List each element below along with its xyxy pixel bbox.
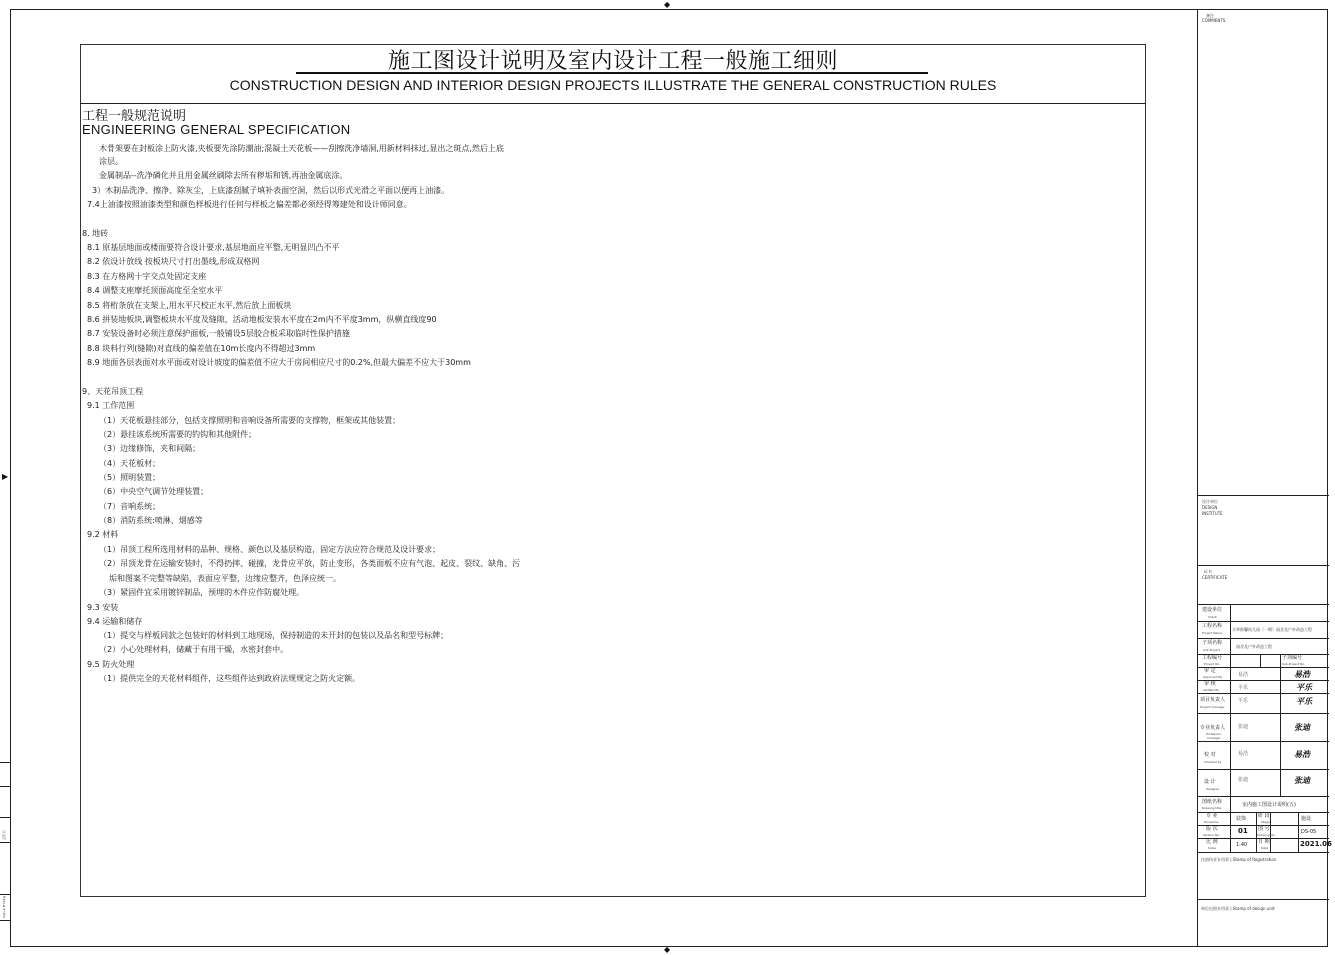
body-line: 8.4 调整支座摩托顶面高度至全室水平	[87, 286, 223, 295]
stage-label-en: Stage	[1261, 820, 1270, 824]
date-label-cn: 日 期	[1258, 839, 1270, 845]
pm-label-cn: 项目负责人	[1200, 697, 1226, 703]
body-line: （5）照明装置；	[99, 473, 161, 482]
subproject-no-label-en: Sub-Project No.	[1282, 662, 1305, 666]
section-header-en: ENGINEERING GENERAL SPECIFICATION	[82, 122, 351, 137]
body-line: 涂层。	[99, 157, 123, 166]
checked-label-en: Checked by	[1204, 760, 1222, 764]
title-divider	[80, 103, 1146, 104]
discipline-value: 装饰	[1236, 816, 1247, 822]
profession-manager-label-en2: manager	[1207, 736, 1221, 740]
stage-label-cn: 阶 段	[1258, 813, 1270, 819]
verified-name: 平乐	[1238, 685, 1249, 691]
version-label-cn: 版 次	[1206, 826, 1218, 832]
body-line: 金属制品--洗净磷化并且用金属丝刷除去所有秽垢和锈,再油金属底涂。	[99, 171, 348, 180]
body-line: 垢和图案不完整等缺陷，表面应平整，边缘应整齐，色泽应统一。	[109, 574, 341, 583]
designer-label-en: Designer	[1206, 787, 1220, 791]
body-line: 8.5 将桁条放在支架上,用水平尺校正水平,然后放上面板块	[87, 301, 292, 310]
client-label-en: Client	[1208, 615, 1217, 619]
title-underline	[296, 72, 928, 74]
section-header-cn: 工程一般规范说明	[82, 109, 187, 124]
body-line: 8. 地砖	[82, 229, 109, 238]
designer-signature: 张迪	[1294, 775, 1310, 785]
scale-value: 1:40	[1236, 842, 1248, 848]
discipline-label-cn: 专 业	[1206, 813, 1218, 819]
design-unit-stamp-label-en: Stamp of design unit	[1232, 906, 1275, 911]
client-label-cn: 建设单位	[1202, 607, 1223, 613]
body-line: 9.1 工作范围	[87, 401, 135, 410]
design-unit-label-en1: DESIGN	[1202, 505, 1218, 510]
body-line: （7）音响系统；	[99, 502, 161, 511]
certificate-label-en: CERTIFICATE	[1202, 575, 1228, 580]
body-line: （3）边缘修饰，夹和间隔；	[99, 444, 201, 453]
scale-label-en: Scale	[1208, 846, 1217, 850]
body-line: （4）天花板材；	[99, 459, 161, 468]
body-line: 8.9 地面各层表面对水平面或对设计坡度的偏差值不应大于房间相应尺寸的0.2%,但最大偏差不应大于30mm	[87, 358, 471, 367]
scale-label-cn: 比 例	[1206, 839, 1218, 845]
checked-signature: 易浩	[1294, 749, 1310, 759]
drawing-no-value: DS-05	[1301, 829, 1317, 835]
approved-label-en: Approved By	[1203, 675, 1223, 679]
subproject-value: 园舍及户外改造工程	[1236, 644, 1272, 649]
approved-signature: 易浩	[1294, 669, 1310, 679]
registration-stamp-label: 注册执业专用章 | Stamp of Registration	[1201, 857, 1277, 862]
document-title-cn: 施工图设计说明及室内设计工程一般施工细则	[387, 49, 838, 74]
body-line: （2）小心处理材料，储藏于有用干燥，水密封套中。	[99, 645, 289, 654]
profession-manager-signature: 张迪	[1294, 722, 1310, 732]
body-line: 8.3 在方格网十字交点处固定支座	[87, 272, 207, 281]
discipline-label-en: Discipline	[1204, 820, 1219, 824]
body-line: 木骨架要在封板涂上防火漆,夹板要先涂防潮油;混凝土天花板——刮擦洗净墙洞,用新材料抹过,显出之斑点,然后上底	[99, 144, 504, 153]
registration-stamp-label-en: Stamp of Registration	[1232, 857, 1277, 862]
body-line: 8.6 拼装地板块,调整板块水平度及缝隙，活动地板安装水平度在2m内不平度3mm，纵横直线度90	[87, 315, 437, 324]
stage-value: 施设	[1301, 816, 1312, 822]
top-center-marker-icon: ◆	[664, 0, 671, 9]
checked-name: 易浩	[1238, 751, 1249, 757]
drawing-title-label-cn: 图纸名称	[1202, 799, 1223, 805]
body-line: 7.4上油漆按照油漆类型和颜色样板进行任何与样板之偏差都必须经得筹建处和设计师同意。	[87, 200, 412, 209]
body-line: （1）提交与样板同款之包装好的材料到工地现场，保持制造的未开封的包装以及品名和型号标牌；	[99, 631, 449, 640]
body-line: 9、天花吊顶工程	[82, 387, 144, 396]
body-line: （1）吊顶工程所选用材料的品种、规格、颜色以及基层构造，固定方法应符合规范及设计要求；	[99, 545, 441, 554]
left-center-marker-icon: ▶	[2, 472, 9, 481]
body-line: 8.7 安装设备时必须注意保护面板,一般铺设5层胶合板采取临时性保护措施	[87, 329, 350, 338]
title-block	[1197, 9, 1332, 947]
design-unit-stamp-label-cn: 单位出图专用章	[1201, 906, 1229, 911]
designer-label-cn: 设 计	[1204, 779, 1216, 785]
design-unit-label-en2: INSTITUTE	[1202, 511, 1223, 516]
designer-name: 张迪	[1238, 777, 1249, 783]
design-unit-stamp-label: 单位出图专用章 | Stamp of design unit	[1201, 906, 1275, 911]
drawing-title-label-en: Drawing title	[1202, 806, 1222, 810]
body-line: （2）吊顶龙骨在运输安装时，不得扔摔、碰撞，龙骨应平放，防止变形，各类面板不应有气泡、起皮、裂纹、缺角、污	[99, 559, 521, 568]
body-line: 8.1 原基层地面或楼面要符合设计要求,基层地面应平整,无明显凹凸不平	[87, 243, 340, 252]
pm-name: 平乐	[1238, 698, 1249, 704]
verified-label-en: Verified By	[1203, 688, 1220, 692]
body-line: 3）木制品洗净、擦净、除灰尘，上底漆刮腻子填补表面空洞，然后以形式光滑之平面以便再上油漆。	[92, 186, 450, 195]
drawing-no-label-en: Drawing No.	[1257, 833, 1276, 837]
binding-label-a: 会签 栏	[2, 830, 6, 840]
subproject-label-en: Sub-Project	[1203, 648, 1221, 652]
body-line: 9.4 运输和储存	[87, 617, 143, 626]
body-line: （1）天花板悬挂部分，包括支撑照明和音响设备所需要的支撑物，框架或其他装置；	[99, 416, 401, 425]
project-label-cn: 工程名称	[1202, 623, 1223, 629]
remarks-label-cn: 备注	[1206, 13, 1214, 18]
certificate-label-cn: 证书	[1204, 569, 1212, 574]
verified-label-cn: 审 核	[1204, 681, 1216, 687]
date-label-en: Date	[1261, 846, 1269, 850]
date-value: 2021.06	[1300, 840, 1332, 848]
body-line: （1）提供完全的天花材料组件，这些组件达到政府法规规定之防火定额。	[99, 674, 361, 683]
body-line: 9.5 防火处理	[87, 660, 135, 669]
approved-name: 易浩	[1238, 672, 1249, 678]
body-line: （6）中央空气调节处理装置；	[99, 487, 209, 496]
body-line: 9.2 材料	[87, 530, 119, 539]
project-value: 丰华郎馨幼儿园（一期）园舍及户外改造工程	[1232, 627, 1312, 632]
subproject-label-cn: 子项名称	[1202, 640, 1223, 646]
body-line: 8.8 块料行列(缝隙)对直线的偏差值在10m长度内不得超过3mm	[87, 344, 316, 353]
profession-manager-name: 张迪	[1238, 724, 1249, 730]
verified-signature: 平乐	[1296, 682, 1312, 692]
drawing-no-label-cn: 图 号	[1258, 826, 1270, 832]
bottom-center-marker-icon: ◆	[664, 945, 671, 954]
pm-signature: 平乐	[1296, 696, 1312, 706]
profession-manager-label-cn: 专业负责人	[1200, 725, 1226, 731]
remarks-label-en: COMMENTS	[1202, 18, 1226, 23]
binding-strip	[0, 762, 10, 947]
version-label-en: Version No.	[1203, 833, 1220, 837]
drawing-title-value: 室内施工图设计说明(五)	[1242, 802, 1296, 808]
version-value: 01	[1238, 827, 1248, 835]
body-line: 8.2 依设计放线 按板块尺寸打出墨线,形成双格网	[87, 257, 260, 266]
body-line: （3）紧固件宜采用镀锌制品，预埋的木件应作防腐处理。	[99, 588, 305, 597]
project-no-label-en: Project No.	[1204, 662, 1221, 666]
binding-label-b: Sign & Printing	[2, 895, 6, 918]
body-line: 9.3 安装	[87, 603, 119, 612]
project-label-en: Project Name	[1202, 631, 1223, 635]
checked-label-cn: 校 对	[1204, 752, 1216, 758]
project-no-label-cn: 工程编号	[1202, 655, 1223, 661]
profession-manager-label-en1: Profession	[1206, 732, 1222, 736]
registration-stamp-label-cn: 注册执业专用章	[1201, 857, 1229, 862]
approved-label-cn: 审 定	[1204, 668, 1216, 674]
document-title-en: CONSTRUCTION DESIGN AND INTERIOR DESIGN PROJECTS ILLUSTRATE THE GENERAL CONSTRUCTION RULES	[229, 77, 997, 93]
body-line: （2）悬挂该系统所需要的钓钩和其他附件；	[99, 430, 257, 439]
design-unit-label-cn: 设计单位	[1202, 499, 1218, 504]
body-line: （8）消防系统:喷淋、烟感等	[99, 516, 203, 525]
subproject-no-label-cn: 子项编号	[1282, 655, 1303, 661]
pm-label-en: Project manager	[1200, 705, 1225, 709]
